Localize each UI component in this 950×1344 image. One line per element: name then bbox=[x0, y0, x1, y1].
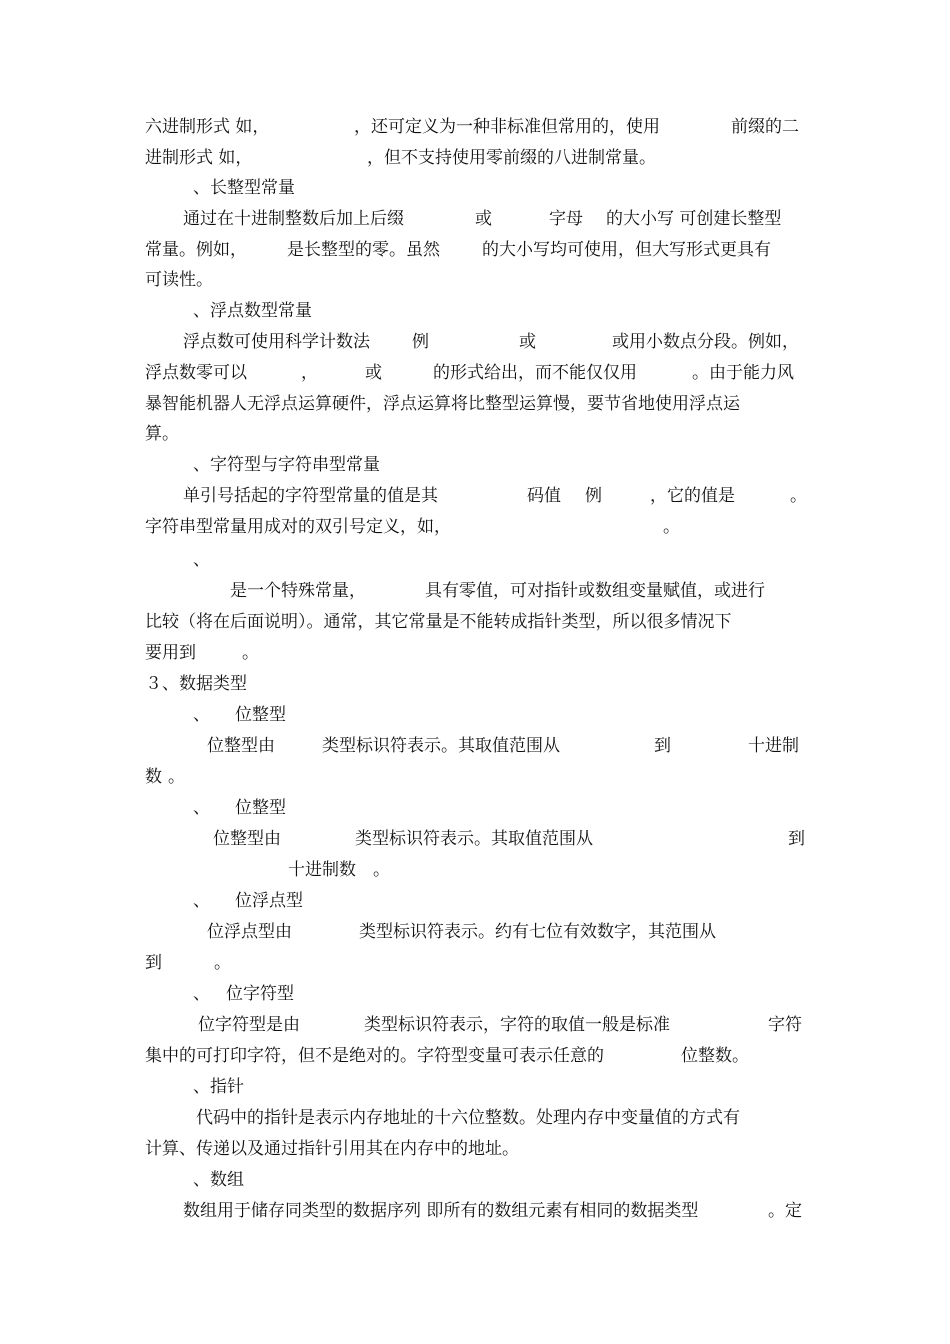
text-segment: 、长整型常量 bbox=[193, 178, 295, 198]
text-segment: 六进制形式 如， bbox=[145, 117, 270, 137]
text-segment: 码值 bbox=[527, 486, 561, 506]
text-segment: 。定 bbox=[768, 1201, 802, 1221]
text-segment: 浮点数可使用科学计数法 bbox=[183, 332, 370, 352]
text-segment: 是长整型的零。虽然 bbox=[287, 240, 440, 260]
text-segment: 进制形式 如， bbox=[145, 148, 253, 168]
text-segment: 类型标识符表示。其取值范围从 bbox=[355, 829, 593, 849]
text-line bbox=[0, 327, 799, 357]
chapter-heading bbox=[0, 669, 247, 699]
text-segment: 数 bbox=[145, 767, 162, 787]
section-heading bbox=[0, 450, 380, 480]
section-heading bbox=[0, 1165, 244, 1195]
text-segment: 或 bbox=[365, 363, 382, 383]
text-line bbox=[0, 731, 799, 761]
section-heading bbox=[0, 979, 294, 1009]
text-line bbox=[0, 419, 179, 449]
text-segment: 。 bbox=[168, 767, 185, 787]
text-segment: 位字符型是由 bbox=[198, 1015, 300, 1035]
text-segment: 位整型由 bbox=[207, 736, 275, 756]
text-line bbox=[0, 358, 794, 388]
text-segment: 。 bbox=[790, 486, 807, 506]
text-line bbox=[0, 638, 259, 668]
text-segment: 具有零值，可对指针或数组变量赋值，或进行 bbox=[425, 581, 765, 601]
text-line bbox=[0, 576, 765, 606]
text-segment: 位整型由 bbox=[213, 829, 281, 849]
text-segment: 或 bbox=[519, 332, 536, 352]
text-segment: 、 bbox=[193, 705, 210, 725]
text-segment: ，它的值是 bbox=[650, 486, 735, 506]
text-line bbox=[0, 265, 213, 295]
text-segment: 比较（将在后面说明）。通常，其它常量是不能转成指针类型，所以很多情况下 bbox=[145, 612, 732, 632]
text-line bbox=[0, 204, 782, 234]
text-line bbox=[0, 1010, 802, 1040]
text-segment: 的大小写均可使用，但大写形式更具有 bbox=[482, 240, 771, 260]
section-heading bbox=[0, 793, 286, 823]
text-line bbox=[0, 948, 231, 978]
text-segment: 代码中的指针是表示内存地址的十六位整数。处理内存中变量值的方式有 bbox=[196, 1108, 740, 1128]
text-line bbox=[0, 824, 805, 854]
text-segment: 或用小数点分段。例如， bbox=[612, 332, 799, 352]
text-segment: 数组用于储存同类型的数据序列 即所有的数组元素有相同的数据类型 bbox=[183, 1201, 699, 1221]
text-segment: 算。 bbox=[145, 424, 179, 444]
text-segment: 位整型 bbox=[235, 798, 286, 818]
section-heading bbox=[0, 1072, 244, 1102]
text-segment: 例 bbox=[585, 486, 602, 506]
text-segment: 十进制数 bbox=[288, 860, 356, 880]
section-heading bbox=[0, 545, 210, 575]
text-segment: ３、数据类型 bbox=[145, 674, 247, 694]
text-segment: 。 bbox=[242, 643, 259, 663]
text-segment: ，但不支持使用零前缀的八进制常量。 bbox=[367, 148, 656, 168]
text-line bbox=[0, 1134, 519, 1164]
text-line bbox=[0, 1103, 740, 1133]
text-line bbox=[0, 855, 390, 885]
text-segment: 、指针 bbox=[193, 1077, 244, 1097]
text-segment: 。 bbox=[373, 860, 390, 880]
text-segment: 、 bbox=[193, 984, 210, 1004]
section-heading bbox=[0, 886, 303, 916]
text-segment: 的大小写 可创建长整型 bbox=[606, 209, 782, 229]
text-segment: ， bbox=[301, 363, 318, 383]
text-segment: 十进制 bbox=[748, 736, 799, 756]
text-segment: 要用到 bbox=[145, 643, 196, 663]
text-segment: 的形式给出，而不能仅仅用 bbox=[433, 363, 637, 383]
text-segment: 位字符型 bbox=[226, 984, 294, 1004]
text-segment: 、数组 bbox=[193, 1170, 244, 1190]
text-line bbox=[0, 143, 656, 173]
text-segment: 计算、传递以及通过指针引用其在内存中的地址。 bbox=[145, 1139, 519, 1159]
text-segment: 通过在十进制整数后加上后缀 bbox=[183, 209, 404, 229]
text-line bbox=[0, 607, 732, 637]
section-heading bbox=[0, 700, 286, 730]
text-segment: 例 bbox=[412, 332, 429, 352]
text-segment: 。 bbox=[214, 953, 231, 973]
text-segment: 可读性。 bbox=[145, 270, 213, 290]
text-segment: 或 bbox=[475, 209, 492, 229]
text-segment: 、 bbox=[193, 891, 210, 911]
text-segment: 位浮点型 bbox=[235, 891, 303, 911]
text-segment: 、字符型与字符串型常量 bbox=[193, 455, 380, 475]
section-heading bbox=[0, 173, 295, 203]
text-segment: ，还可定义为一种非标准但常用的，使用 bbox=[354, 117, 660, 137]
text-line bbox=[0, 481, 807, 511]
text-segment: 常量。例如， bbox=[145, 240, 247, 260]
text-segment: 、 bbox=[193, 798, 210, 818]
text-segment: 位整数。 bbox=[681, 1046, 749, 1066]
text-line bbox=[0, 389, 740, 419]
text-segment: 集中的可打印字符，但不是绝对的。字符型变量可表示任意的 bbox=[145, 1046, 604, 1066]
section-heading bbox=[0, 296, 312, 326]
text-segment: 暴智能机器人无浮点运算硬件，浮点运算将比整型运算慢，要节省地使用浮点运 bbox=[145, 394, 740, 414]
text-segment: 、浮点数型常量 bbox=[193, 301, 312, 321]
text-line bbox=[0, 762, 185, 792]
text-segment: 位整型 bbox=[235, 705, 286, 725]
text-segment: 到 bbox=[788, 829, 805, 849]
text-segment: 类型标识符表示。其取值范围从 bbox=[322, 736, 560, 756]
text-line bbox=[0, 235, 771, 265]
text-segment: 类型标识符表示，字符的取值一般是标准 bbox=[364, 1015, 670, 1035]
text-segment: 前缀的二 bbox=[731, 117, 799, 137]
text-segment: 到 bbox=[654, 736, 671, 756]
text-line bbox=[0, 1196, 802, 1226]
text-segment: 字符 bbox=[768, 1015, 802, 1035]
text-line bbox=[0, 512, 680, 542]
text-segment: 位浮点型由 bbox=[207, 922, 292, 942]
text-segment: 单引号括起的字符型常量的值是其 bbox=[183, 486, 438, 506]
text-segment: 浮点数零可以 bbox=[145, 363, 247, 383]
text-segment: 。由于能力风 bbox=[692, 363, 794, 383]
text-line bbox=[0, 112, 799, 142]
text-segment: 字符串型常量用成对的双引号定义，如， bbox=[145, 517, 451, 537]
text-segment: 、 bbox=[193, 550, 210, 570]
text-segment: 到 bbox=[145, 953, 162, 973]
text-line bbox=[0, 1041, 749, 1071]
text-segment: 。 bbox=[663, 517, 680, 537]
text-segment: 是一个特殊常量， bbox=[230, 581, 366, 601]
text-segment: 字母 bbox=[549, 209, 583, 229]
text-segment: 类型标识符表示。约有七位有效数字，其范围从 bbox=[359, 922, 716, 942]
text-line bbox=[0, 917, 716, 947]
